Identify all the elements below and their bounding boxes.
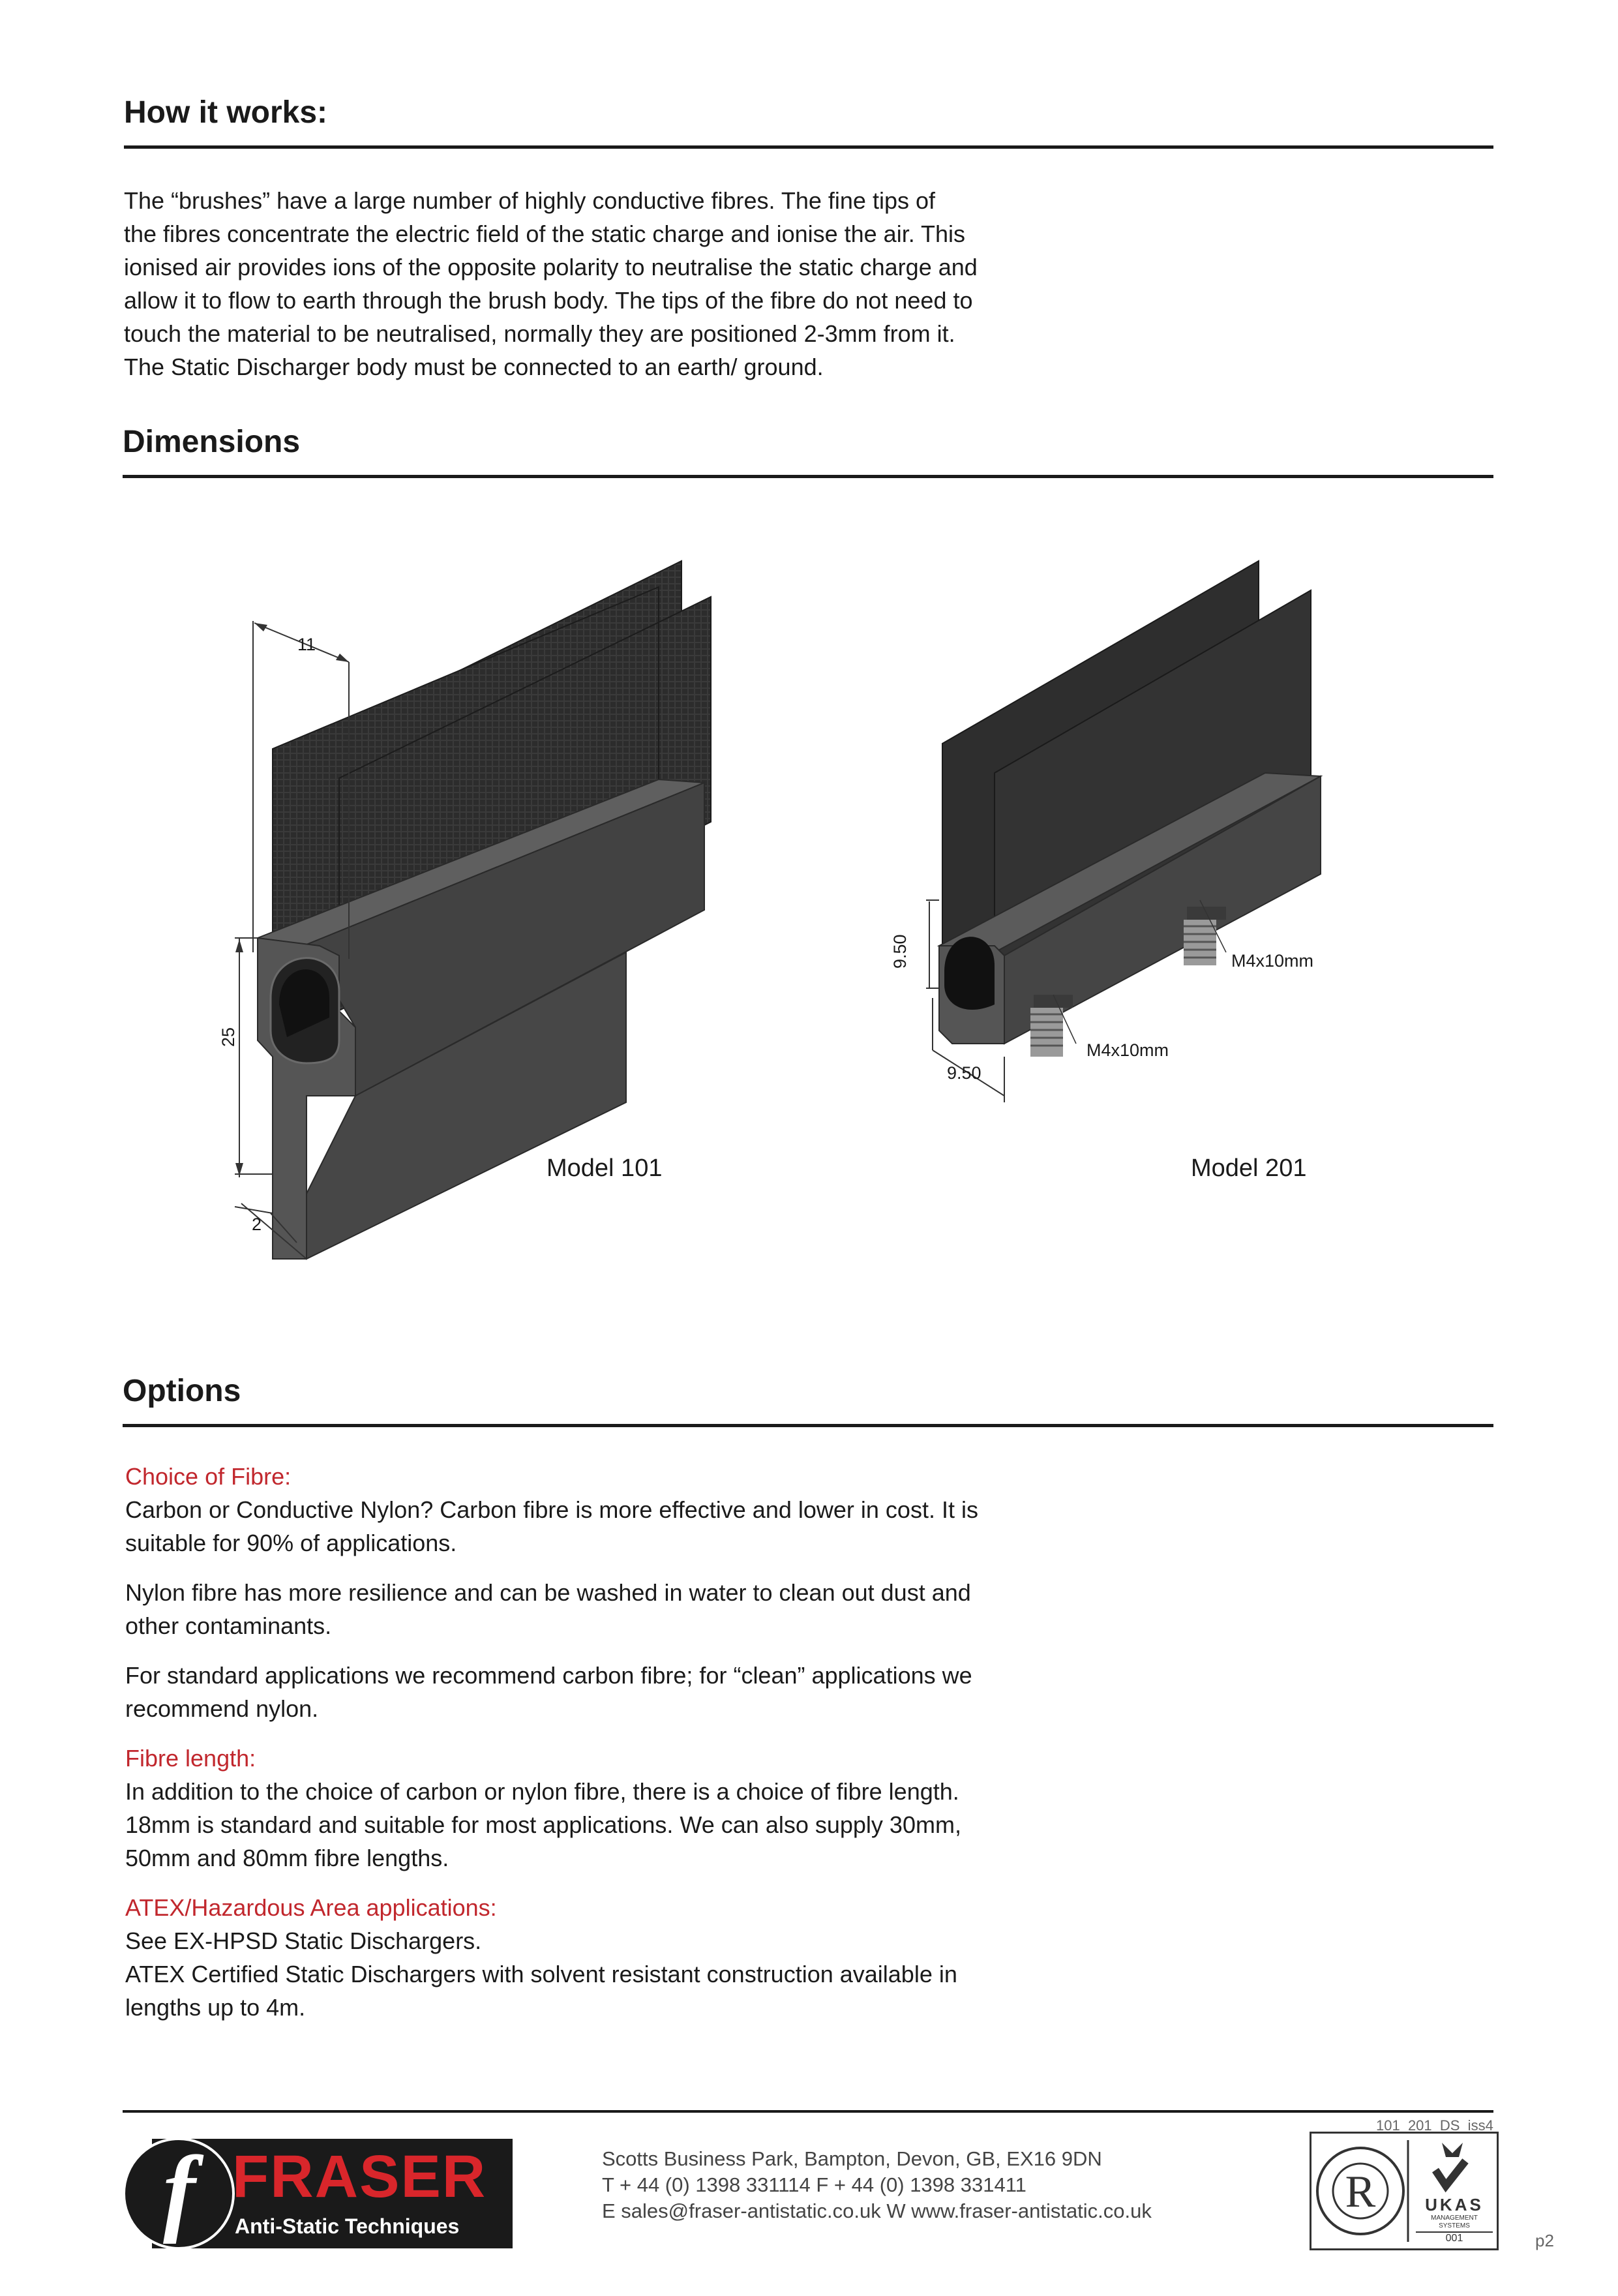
svg-text:R: R xyxy=(1345,2167,1376,2217)
text-line: The Static Discharger body must be connected to an earth/ ground. xyxy=(124,354,824,380)
text-line: For standard applications we recommend carbon fibre; for “clean” applications we xyxy=(125,1662,972,1689)
stud-left xyxy=(1030,995,1073,1057)
text-line: In addition to the choice of carbon or nylon fibre, there is a choice of fibre length. xyxy=(125,1778,959,1805)
footer-address: Scotts Business Park, Bampton, Devon, GB, EX16 9DN xyxy=(602,2147,1102,2170)
ukas-label: UKAS xyxy=(1425,2195,1484,2214)
text-line: allow it to flow to earth through the brush body. The tips of the fibre do not need to xyxy=(124,287,973,314)
text-line: the fibres concentrate the electric field of the static charge and ionise the air. This xyxy=(124,220,966,247)
text-line: 50mm and 80mm fibre lengths. xyxy=(125,1845,449,1871)
page-number: p2 xyxy=(1535,2231,1554,2250)
how-it-works-rule xyxy=(124,145,1493,149)
options-text xyxy=(125,1460,1116,2024)
choice-of-fibre-heading: Choice of Fibre: xyxy=(125,1463,292,1490)
certification-badge xyxy=(1310,2132,1499,2250)
options-heading: Options xyxy=(123,1374,241,1408)
text-line: Nylon fibre has more resilience and can be washed in water to clean out dust and xyxy=(125,1579,971,1606)
fraser-logo xyxy=(123,2137,514,2250)
text-line: other contaminants. xyxy=(125,1612,332,1639)
text-line: Carbon or Conductive Nylon? Carbon fibre is more effective and lower in cost. It is xyxy=(125,1496,978,1523)
text-line: touch the material to be neutralised, normally they are positioned 2-3mm from it. xyxy=(124,320,955,347)
ukas-mgmt-1: MANAGEMENT xyxy=(1431,2214,1478,2222)
text-line: suitable for 90% of applications. xyxy=(125,1530,457,1556)
footer-contact: E sales@fraser-antistatic.co.uk W www.fraser-antistatic.co.uk xyxy=(602,2199,1152,2222)
text-line: lengths up to 4m. xyxy=(125,1994,306,2021)
ukas-mgmt-2: SYSTEMS xyxy=(1439,2222,1470,2229)
model-101-dim-height: 25 xyxy=(218,1027,238,1047)
ukas-number: 001 xyxy=(1416,2231,1493,2244)
model-201-stud-left-label: M4x10mm xyxy=(1086,1040,1169,1060)
logo-initial: f xyxy=(163,2136,196,2244)
footer-contact-block xyxy=(602,2146,1152,2224)
model-201-stud-right-label: M4x10mm xyxy=(1231,951,1314,971)
options-rule xyxy=(123,1424,1493,1427)
footer-rule xyxy=(123,2110,1493,2113)
text-line: 18mm is standard and suitable for most applications. We can also supply 30mm, xyxy=(125,1811,961,1838)
dimensions-rule xyxy=(123,475,1493,478)
text-line: The “brushes” have a large number of highly conductive fibres. The fine tips of xyxy=(124,187,936,214)
model-201-drawing xyxy=(900,548,1370,1109)
model-201-dim-width: 9.50 xyxy=(947,1063,981,1083)
model-101-drawing xyxy=(196,535,783,1265)
logo-tagline: Anti-Static Techniques xyxy=(235,2214,460,2238)
atex-heading: ATEX/Hazardous Area applications: xyxy=(125,1894,497,1921)
logo-brand: FRASER xyxy=(232,2143,487,2210)
how-it-works-text xyxy=(124,184,1115,384)
model-101-caption: Model 101 xyxy=(547,1155,663,1182)
text-line: See EX-HPSD Static Dischargers. xyxy=(125,1927,482,1954)
doc-code: 101_201_DS_iss4 xyxy=(1376,2117,1493,2134)
text-line: ionised air provides ions of the opposite polarity to neutralise the static charge and xyxy=(124,254,978,280)
stud-right xyxy=(1184,907,1226,965)
text-line: ATEX Certified Static Dischargers with solvent resistant construction available in xyxy=(125,1961,957,1987)
footer-phone: T + 44 (0) 1398 331114 F + 44 (0) 1398 331411 xyxy=(602,2173,1026,2196)
model-101-dim-width: 11 xyxy=(297,635,316,654)
dimensions-heading: Dimensions xyxy=(123,425,301,459)
model-201-caption: Model 201 xyxy=(1191,1155,1307,1182)
fibre-length-heading: Fibre length: xyxy=(125,1745,256,1772)
model-201-dim-height: 9.50 xyxy=(890,934,910,969)
text-line: recommend nylon. xyxy=(125,1695,319,1722)
model-101-dim-thickness: 2 xyxy=(252,1215,262,1234)
how-it-works-heading: How it works: xyxy=(124,95,328,130)
